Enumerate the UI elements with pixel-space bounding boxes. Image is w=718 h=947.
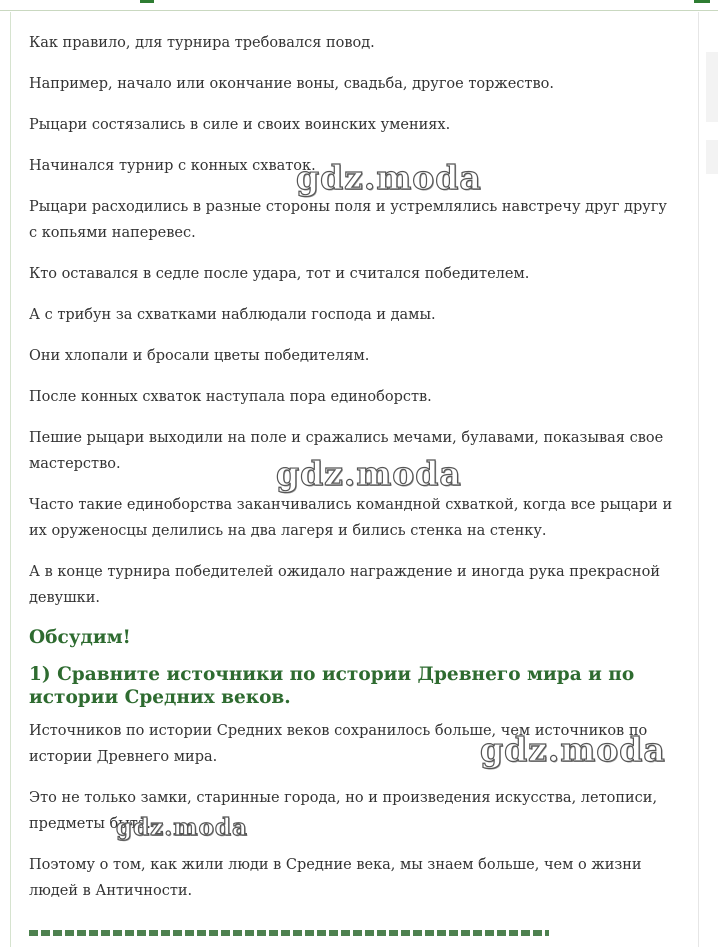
paragraph: Кто оставался в седле после удара, тот и считался победителем. [29, 266, 530, 282]
top-accent-mark [694, 0, 710, 3]
paragraph: Рыцари расходились в разные стороны поля и устремлялись навстречу друг другу с копьями наперевес. [29, 199, 667, 241]
answer-paragraph: Источников по истории Средних веков сохранилось больше, чем источников по истории Древнего мира. [29, 723, 648, 765]
right-border [698, 12, 699, 947]
paragraph: А с трибун за схватками наблюдали господа и дамы. [29, 307, 436, 323]
question-heading: 1) Сравните источники по истории Древнего мира и по истории Средних веков. [29, 664, 635, 708]
paragraph: Часто такие единоборства заканчивались командной схваткой, когда все рыцари и их оруженосцы делились на два лагеря и бились стенка на стенку. [29, 497, 673, 539]
answer-paragraph: Это не только замки, старинные города, но и произведения искусства, летописи, предметы быта. [29, 790, 658, 832]
side-panel-strip [706, 140, 718, 174]
left-border [10, 12, 11, 947]
top-divider [0, 10, 718, 11]
paragraph: После конных схваток наступала пора единоборств. [29, 389, 432, 405]
paragraph: А в конце турнира победителей ожидало награждение и иногда рука прекрасной девушки. [29, 564, 660, 606]
next-question-heading-cut [29, 930, 549, 947]
paragraph: Рыцари состязались в силе и своих воинских умениях. [29, 117, 451, 133]
answer-paragraph: Поэтому о том, как жили люди в Средние века, мы знаем больше, чем о жизни людей в Античности. [29, 857, 642, 899]
watermark: gdz.moda [296, 158, 482, 197]
paragraph: Начинался турнир с конных схваток. [29, 158, 316, 174]
paragraph: Как правило, для турнира требовался повод. [29, 35, 375, 51]
side-panel-strip [706, 52, 718, 122]
watermark: gdz.moda [480, 730, 666, 769]
watermark: gdz.moda [276, 454, 462, 493]
discuss-heading: Обсудим! [29, 627, 131, 648]
watermark: gdz.moda [116, 814, 248, 841]
top-accent-mark [140, 0, 154, 3]
paragraph: Например, начало или окончание воны, свадьба, другое торжество. [29, 76, 554, 92]
paragraph: Пешие рыцари выходили на поле и сражались мечами, булавами, показывая свое мастерство. [29, 430, 664, 472]
paragraph: Они хлопали и бросали цветы победителям. [29, 348, 370, 364]
